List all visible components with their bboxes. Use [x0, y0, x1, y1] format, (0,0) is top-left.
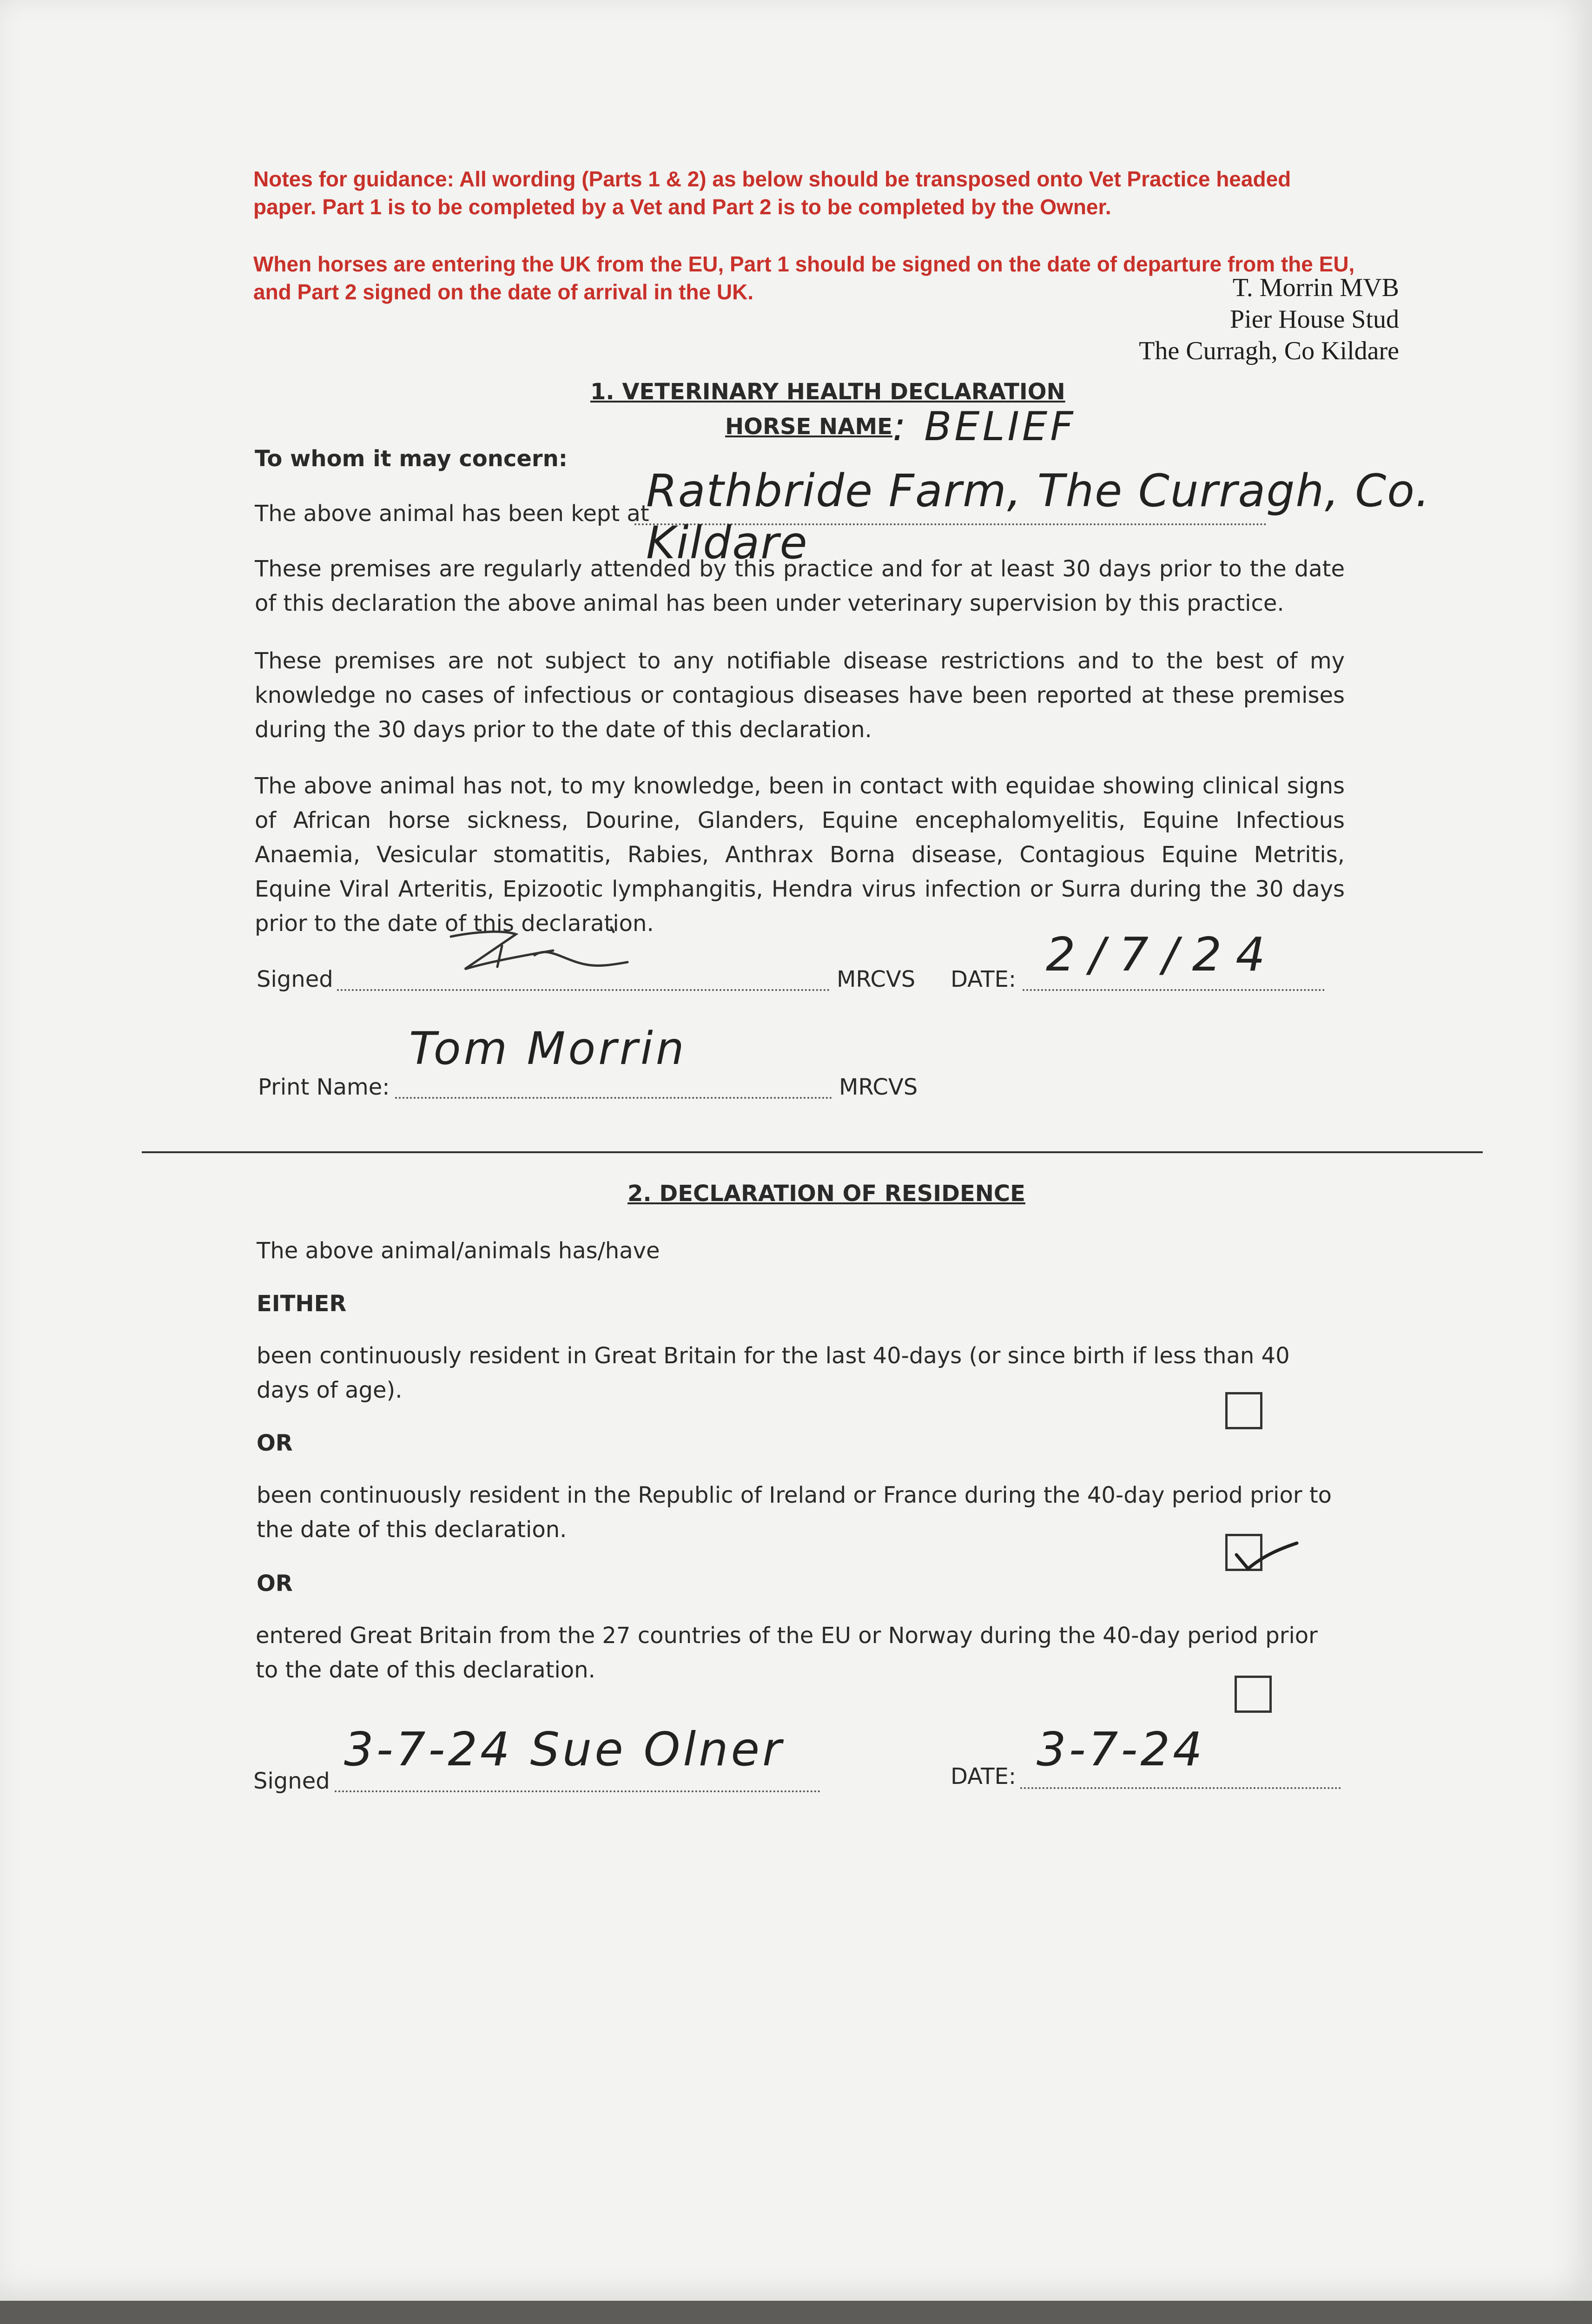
- checkbox-great-britain[interactable]: [1225, 1392, 1262, 1429]
- print-name-label: Print Name:: [258, 1074, 390, 1100]
- vet-date-value: 2/7/24: [1046, 927, 1279, 982]
- section-divider: [142, 1151, 1483, 1153]
- owner-date-value: 3-7-24: [1037, 1722, 1205, 1776]
- vet-signature-line: [337, 989, 830, 991]
- or-label-1: OR: [257, 1430, 293, 1456]
- paragraph-supervision: These premises are regularly attended by this practice and for at least 30 days prior to the date of this declaration the above animal has been under veterinary supervision by this practice.: [255, 556, 1345, 616]
- option-eu-norway: entered Great Britain from the 27 countries of the EU or Norway during the 40-day period prior to the date of this declaration.: [256, 1623, 1318, 1683]
- paragraph-restrictions: These premises are not subject to any notifiable disease restrictions and to the best of my knowledge no cases of infectious or contagious diseases have been reported at these premises during the 30 days prior to the date of this declaration.: [255, 648, 1345, 743]
- residence-intro: The above animal/animals has/have: [257, 1238, 660, 1264]
- practice-stamp: [1069, 272, 1399, 367]
- vet-date-label: DATE:: [951, 966, 1017, 992]
- vet-date-line: [1023, 989, 1325, 991]
- owner-date-label: DATE:: [951, 1763, 1017, 1789]
- horse-name-label: HORSE NAME: [725, 414, 892, 440]
- horse-name-value: : BELIEF: [892, 403, 1076, 450]
- stamp-line-address: The Curragh, Co Kildare: [1139, 337, 1399, 365]
- to-whom-heading: To whom it may concern:: [255, 446, 568, 472]
- vet-signature-scribble: [446, 918, 632, 974]
- option-great-britain: been continuously resident in Great Britain for the last 40-days (or since birth if less than 40 days of age).: [257, 1343, 1290, 1403]
- owner-signature-value: 3-7-24 Sue Olner: [344, 1722, 785, 1776]
- print-name-value: Tom Morrin: [409, 1023, 687, 1075]
- vet-signed-label: Signed: [257, 966, 333, 992]
- timing-note: When horses are entering the UK from the EU, Part 1 should be signed on the date of departure from the EU, and Part 2 signed on the date of arrival in the UK.: [253, 252, 1355, 304]
- owner-date-line: [1020, 1787, 1341, 1789]
- checkbox-eu-norway[interactable]: [1235, 1676, 1272, 1713]
- vet-mrcvs-suffix: MRCVS: [837, 966, 916, 992]
- stamp-line-stud: Pier House Stud: [1230, 305, 1399, 334]
- or-label-2: OR: [257, 1571, 293, 1597]
- kept-at-value: Rathbride Farm, The Curragh, Co. Kildare: [646, 465, 1431, 569]
- owner-signed-label: Signed: [253, 1768, 330, 1794]
- stamp-line-vet: T. Morrin MVB: [1232, 273, 1399, 302]
- kept-at-label: The above animal has been kept at: [255, 501, 649, 527]
- either-label: EITHER: [257, 1291, 347, 1317]
- guidance-note: Notes for guidance: All wording (Parts 1 & 2) as below should be transposed onto Vet Practice headed paper. Part 1 is to be completed by a Vet and Part 2 is to be completed by the Owner.: [253, 167, 1291, 219]
- part2-heading: 2. DECLARATION OF RESIDENCE: [628, 1181, 1025, 1207]
- owner-signature-line: [335, 1790, 820, 1792]
- background-surface: [0, 2301, 1592, 2324]
- part1-heading: 1. VETERINARY HEALTH DECLARATION: [590, 379, 1065, 405]
- paragraph-disease-contact: The above animal has not, to my knowledge, been in contact with equidae showing clinical signs of African horse sickness, Dourine, Glanders, Equine encephalomyelitis, Equine Infectious Anaemia, Vesicular stomatitis, Rabies, Anthrax Borna disease, Contagious Equine Metritis, Equine Viral Arteritis, Epizootic lymphangitis, Hendra virus infection or Surra during the 30 days prior to the date of this declaration.: [255, 773, 1345, 937]
- print-mrcvs-suffix: MRCVS: [839, 1074, 918, 1100]
- check-mark-icon: [1227, 1529, 1301, 1576]
- print-name-line: [395, 1097, 832, 1099]
- option-ireland-france: been continuously resident in the Republic of Ireland or France during the 40-day period prior to the date of this declaration.: [257, 1482, 1332, 1543]
